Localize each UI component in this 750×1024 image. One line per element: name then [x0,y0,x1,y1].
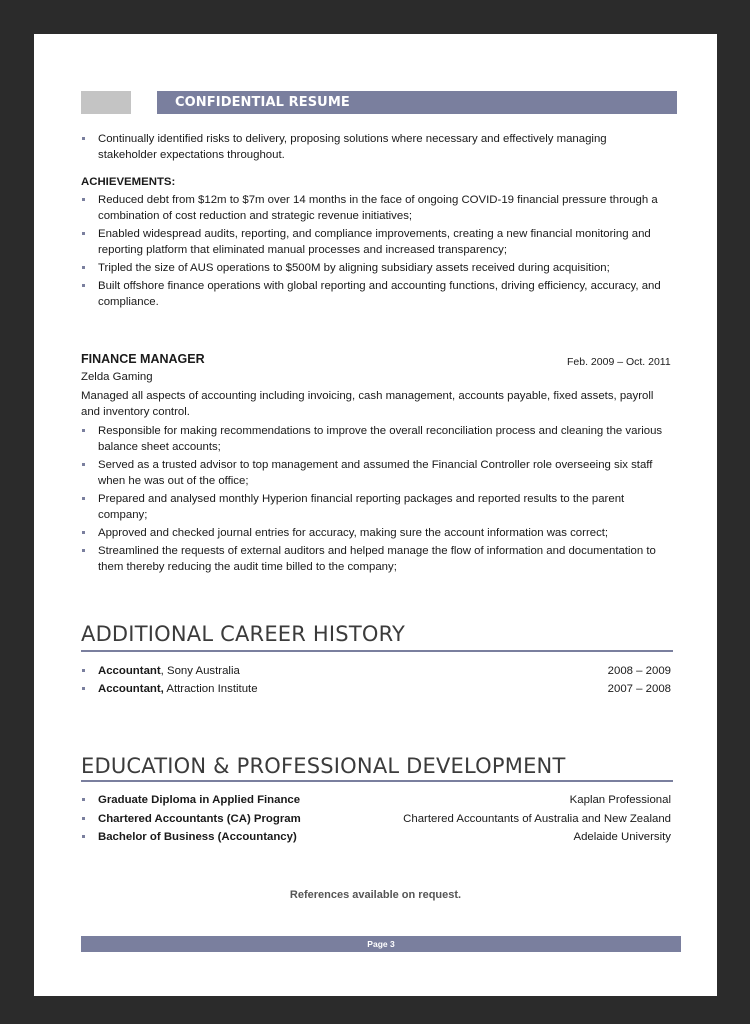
career-organisation: Attraction Institute [163,683,258,695]
career-years: 2007 – 2008 [607,683,671,695]
list-item: Reduced debt from $12m to $7m over 14 months in the face of ongoing COVID-19 financial pressure through a combination of cost reduction and strategic revenue initiatives; [81,192,676,224]
list-item: Continually identified risks to delivery, proposing solutions where necessary and effectively managing stakeholder expectations throughout. [81,131,641,163]
career-history-heading: ADDITIONAL CAREER HISTORY [81,622,406,646]
resume-page [34,34,717,996]
education-institution: Chartered Accountants of Australia and New Zealand [403,813,671,825]
list-item: Served as a trusted advisor to top management and assumed the Financial Controller role overseeing six staff when he was out of the office; [81,457,673,489]
career-years: 2008 – 2009 [607,665,671,677]
career-row [81,681,671,697]
education-qualification: Chartered Accountants (CA) Program [81,811,301,827]
header-bar: CONFIDENTIAL RESUME [157,91,677,114]
achievements-list [81,192,676,312]
list-item: Tripled the size of AUS operations to $500M by aligning subsidiary assets received during acquisition; [81,260,676,276]
education-heading: EDUCATION & PROFESSIONAL DEVELOPMENT [81,754,566,778]
list-item: Responsible for making recommendations to improve the overall reconciliation process and cleaning the various balance sheet accounts; [81,423,673,455]
career-organisation: Sony Australia [163,665,240,677]
education-row [81,829,671,845]
career-divider [81,650,673,652]
list-item: Enabled widespread audits, reporting, and compliance improvements, creating a new financial monitoring and reporting platform that eliminated manual processes and increased transparency; [81,226,676,258]
job-title: FINANCE MANAGER [81,352,205,366]
career-role: Accountant, [98,683,164,695]
list-item: Approved and checked journal entries for accuracy, making sure the account information was correct; [81,525,673,541]
career-row [81,663,671,679]
job-company: Zelda Gaming [81,371,153,383]
list-item: Built offshore finance operations with global reporting and accounting functions, driving efficiency, accuracy, and compliance. [81,278,676,310]
career-role: Accountant [98,665,161,677]
career-separator: , [160,665,164,677]
education-divider [81,780,673,782]
education-row [81,792,671,808]
header-grey-block [81,91,131,114]
education-qualification: Bachelor of Business (Accountancy) [81,829,297,845]
job-summary: Managed all aspects of accounting including invoicing, cash management, accounts payable, fixed assets, payroll and inventory control. [81,390,654,418]
achievements-heading: ACHIEVEMENTS: [81,176,176,188]
job-responsibilities-list [81,423,673,577]
top-bullet-list [81,131,641,165]
list-item: Streamlined the requests of external auditors and helped manage the flow of information and documentation to them thereby reducing the audit time billed to the company; [81,543,673,575]
education-institution: Adelaide University [573,831,671,843]
education-qualification: Graduate Diploma in Applied Finance [81,792,300,808]
education-row [81,811,671,827]
education-institution: Kaplan Professional [569,794,671,806]
page-number-footer: Page 3 [81,936,681,952]
references-note: References available on request. [289,889,462,901]
list-item: Prepared and analysed monthly Hyperion financial reporting packages and reported results to the parent company; [81,491,673,523]
job-dates: Feb. 2009 – Oct. 2011 [567,356,671,368]
